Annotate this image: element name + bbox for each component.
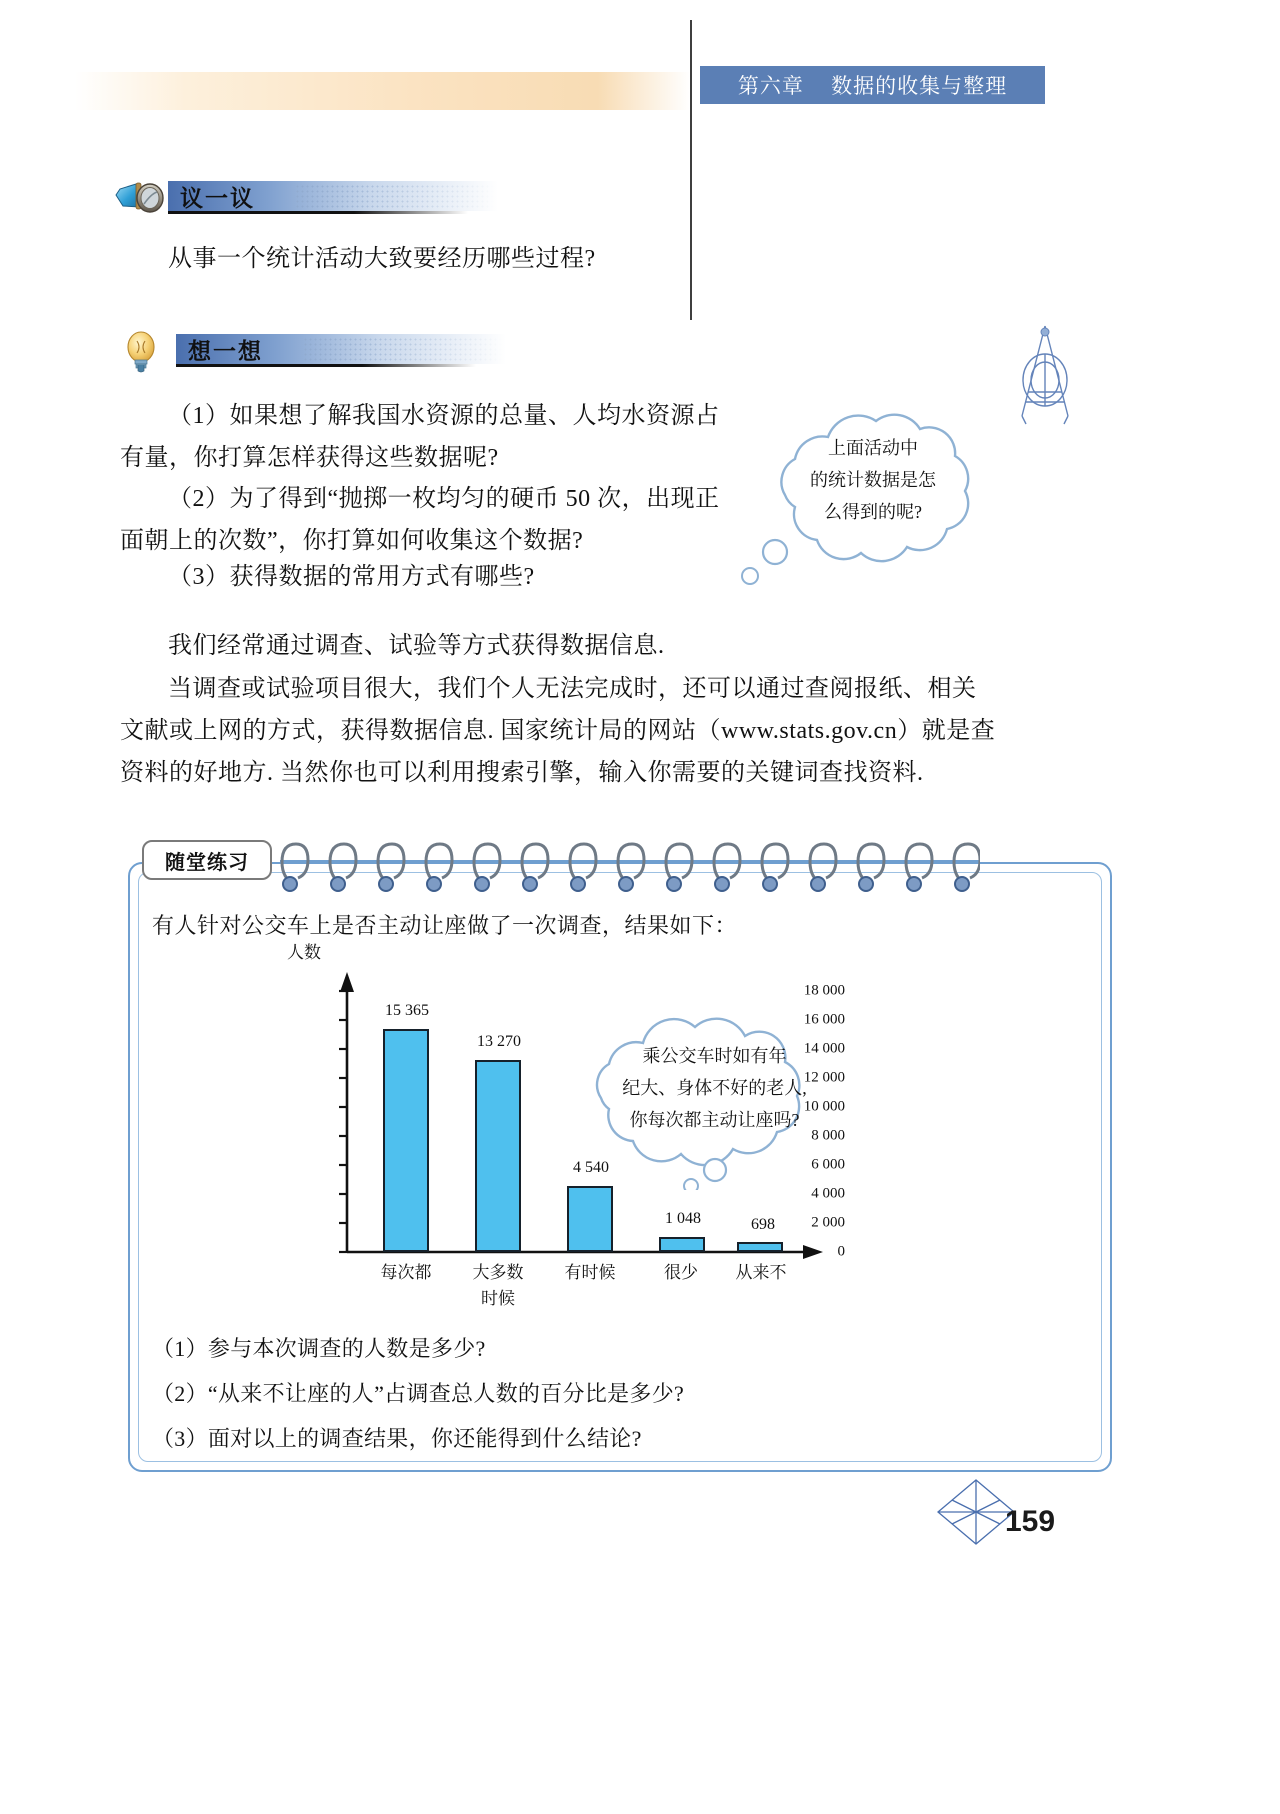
exercise-question-1: （1）参与本次调查的人数是多少? [152,1336,486,1361]
y-tick-14000: 14 000 [803,1040,845,1057]
x-category-3-text: 有时候 [564,1263,616,1282]
exercise-question-3: （3）面对以上的调查结果，你还能得到什么结论? [152,1426,642,1451]
x-category-2-line1: 大多数 [472,1263,524,1282]
y-tick-12000: 12 000 [803,1069,845,1086]
bubble-line: 上面活动中 [828,438,918,458]
y-tick-0: 0 [837,1243,845,1260]
bar-value-2: 13 270 [477,1033,521,1050]
discuss-question: 从事一个统计活动大致要经历哪些过程? [168,246,596,272]
bubble-line: 纪大、身体不好的老人, [622,1078,807,1098]
x-category-1-text: 每次都 [380,1263,432,1282]
section-heading-discuss [110,175,510,221]
x-category-1 [361,1260,451,1286]
body-paragraph-1: 我们经常通过调查、试验等方式获得数据信息. [168,633,665,659]
bubble-line: 的统计数据是怎 [810,470,936,490]
chapter-title: 第六章 数据的收集与整理 [700,66,1045,104]
bubble-line: 你每次都主动让座吗? [629,1110,800,1130]
y-tick-2000: 2 000 [811,1214,845,1231]
bubble-line: 乘公交车时如有年 [642,1046,787,1066]
spiral-binding-rings [280,828,980,894]
exercise-question-2: （2）“从来不让座的人”占调查总人数的百分比是多少? [152,1381,685,1406]
lightbulb-icon [118,328,176,374]
bar-5 [737,1242,783,1252]
x-category-5 [717,1260,805,1286]
thought-bubble-top-text [768,432,978,528]
bar-value-4: 1 048 [665,1210,701,1227]
bar-value-3: 4 540 [573,1159,609,1176]
page-number: 159 [1004,1505,1056,1538]
exercise-tab-label: 随堂练习 [142,840,272,880]
bar-value-5: 698 [751,1216,775,1233]
bar-1 [383,1029,429,1252]
y-tick-10000: 10 000 [803,1098,845,1115]
header-decorative-band [75,72,690,110]
think-question-1: （1）如果想了解我国水资源的总量、人均水资源占有量，你打算怎样获得这些数据呢? [120,403,720,471]
x-category-4 [641,1260,721,1286]
megaphone-icon [110,175,168,221]
y-tick-18000: 18 000 [803,982,845,999]
y-tick-8000: 8 000 [811,1127,845,1144]
y-tick-6000: 6 000 [811,1156,845,1173]
y-tick-16000: 16 000 [803,1011,845,1028]
section-heading-dots [295,184,495,208]
x-category-5-text: 从来不 [735,1263,787,1282]
bar-value-1: 15 365 [385,1002,429,1019]
exercise-intro: 有人针对公交车上是否主动让座做了一次调查，结果如下： [152,913,738,938]
x-category-2 [459,1260,537,1312]
section-title-think: 想一想 [188,337,263,364]
y-axis-label: 人数 [287,943,321,962]
think-question-2: （2）为了得到“抛掷一枚均匀的硬币 50 次，出现正面朝上的次数”，你打算如何收集这个数据? [120,486,720,554]
section-title-discuss: 议一议 [180,184,255,211]
thought-bubble-chart-text [592,1040,837,1136]
bar-2 [475,1060,521,1252]
bar-4 [659,1237,705,1252]
y-tick-4000: 4 000 [811,1185,845,1202]
section-heading-think [118,328,518,374]
section-heading-dots [303,337,503,361]
x-category-3 [545,1260,635,1286]
bubble-line: 么得到的呢? [824,502,922,522]
x-category-2-line2: 时候 [481,1289,515,1308]
think-question-3: （3）获得数据的常用方式有哪些? [168,564,535,590]
bar-3 [567,1186,613,1252]
x-category-4-text: 很少 [664,1263,698,1282]
body-paragraph-2: 当调查或试验项目很大，我们个人无法完成时，还可以通过查阅报纸、相关文献或上网的方式，获得数据信息. 国家统计局的网站（www.stats.gov.cn）就是查资料的好地方. 当然你也可以利用搜索引擎，输入你需要的关键词查找资料. [120,676,996,786]
